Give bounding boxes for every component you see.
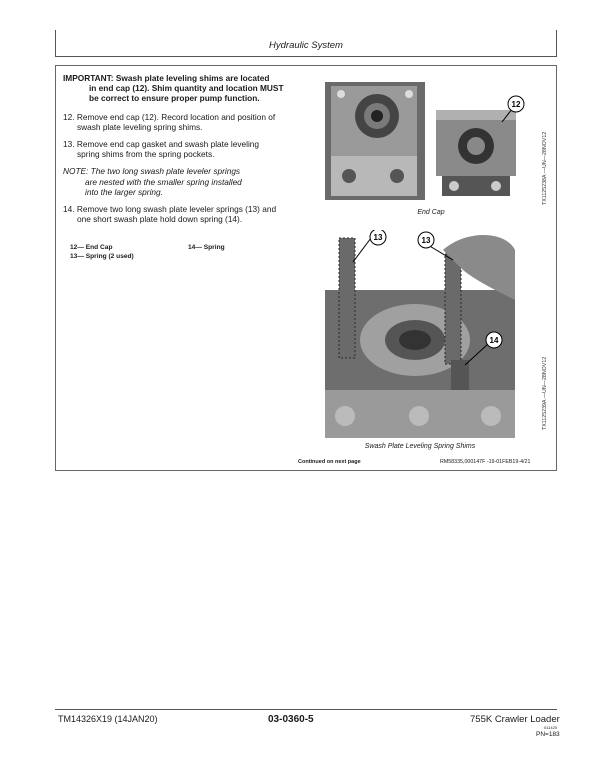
reference-code: RM58335,000147F -19-01FEB19-4/21 [440, 459, 531, 465]
swash-plate-photo [325, 230, 515, 438]
end-cap-photo-right-image [432, 82, 537, 200]
step-line: spring shims from the spring pockets. [77, 149, 215, 160]
callout-14: 14 [489, 336, 499, 345]
note-line: are nested with the smaller spring installed [85, 176, 242, 187]
document-id: TM14326X19 (14JAN20) [58, 714, 158, 724]
note-line: NOTE: The two long swash plate leveler springs [63, 166, 241, 177]
legend-row [70, 252, 310, 261]
step-line: 14. Remove two long swash plate leveler springs (13) and [63, 204, 277, 215]
section-title: Hydraulic System [269, 40, 343, 51]
important-text-1: Swash plate leveling shims are located [113, 73, 270, 83]
callout-12: 12 [511, 100, 521, 109]
important-text-3: be correct to ensure proper pump function. [89, 93, 260, 104]
footer-divider [55, 709, 557, 710]
legend-item: 14— Spring [188, 244, 225, 251]
figure-caption-end-cap: End Cap [417, 209, 445, 216]
parts-legend [70, 243, 310, 261]
end-cap-photo-right [432, 82, 537, 200]
legend-row [70, 243, 310, 252]
callout-13a: 13 [373, 233, 383, 242]
step-13 [63, 139, 308, 159]
step-12 [63, 112, 308, 132]
important-text-2: in end cap (12). Shim quantity and location MUST [89, 83, 284, 94]
note-line: into the larger spring. [85, 186, 163, 197]
end-cap-photo-left [325, 82, 425, 200]
step-line: 13. Remove end cap gasket and swash plate leveling [63, 139, 260, 150]
figure-side-code-1: TX1125238A —UN—28NOV12 [542, 131, 548, 205]
note [63, 166, 308, 197]
legend-item: 12— End Cap [70, 244, 113, 251]
step-line: one short swash plate hold down spring (14). [77, 214, 243, 225]
figure-side-code-2: TX1125239A —UN—28NOV12 [542, 356, 548, 430]
pn-number: PN=183 [536, 731, 560, 738]
important-notice [63, 73, 308, 104]
figure-caption-swash-plate: Swash Plate Leveling Spring Shims [364, 443, 476, 450]
model-name: 755K Crawler Loader [470, 714, 560, 725]
end-cap-photo-left-image [325, 82, 425, 200]
step-line: swash plate leveling spring shims. [77, 121, 203, 132]
step-line: 12. Remove end cap (12). Record location and position of [63, 111, 276, 122]
legend-item: 13— Spring (2 used) [70, 253, 134, 260]
page-number: 03-0360-5 [268, 714, 314, 725]
continued-notice: Continued on next page [298, 459, 361, 465]
important-lead: IMPORTANT: [63, 73, 114, 83]
footer-date-code: 011420 [544, 725, 558, 730]
swash-plate-photo-image [325, 230, 515, 438]
instruction-text [63, 73, 308, 231]
step-14 [63, 204, 308, 224]
callout-13b: 13 [421, 236, 431, 245]
